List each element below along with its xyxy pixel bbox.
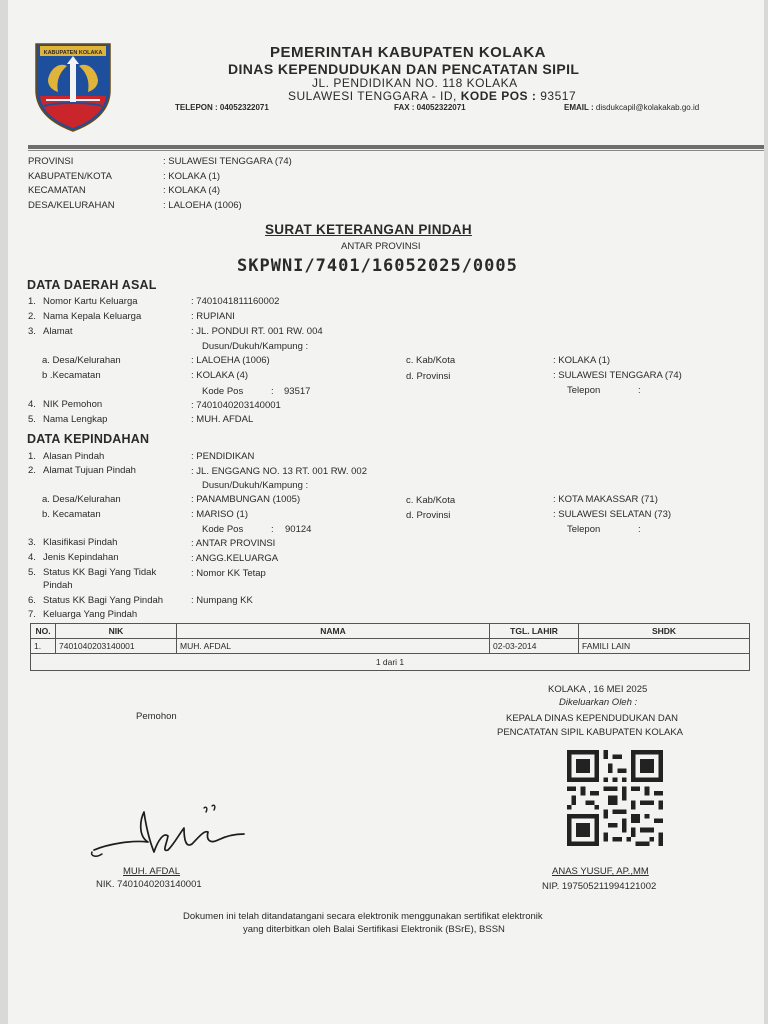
asal-kodepos-sep: :	[271, 386, 274, 397]
region-value-kabupaten: : KOLAKA (1)	[163, 171, 221, 182]
asal-value-nik: : 7401040203140001	[191, 400, 281, 411]
pindah-no-7: 7.	[28, 609, 36, 620]
header-postal-code: 93517	[540, 89, 577, 103]
official-name: ANAS YUSUF, AP.,MM	[552, 866, 649, 877]
qr-code-image	[562, 750, 668, 846]
pindah-kodepos-label: Kode Pos	[202, 524, 244, 535]
asal-prov-label: d. Provinsi	[406, 371, 451, 382]
telepon-text: TELEPON : 04052322071	[175, 103, 269, 112]
asal-kodepos-value: 93517	[284, 386, 311, 397]
pindah-no-1: 1.	[28, 451, 36, 462]
email-value: disdukcapil@kolakakab.go.id	[595, 103, 700, 112]
cell-no: 1.	[31, 639, 56, 654]
asal-kodepos-label: Kode Pos	[202, 386, 244, 397]
family-members-table	[30, 623, 750, 671]
asal-prov-value: : SULAWESI TENGGARA (74)	[553, 370, 682, 381]
pindah-value-status-pindah: : Numpang KK	[191, 595, 253, 606]
region-value-desa: : LALOEHA (1006)	[163, 200, 242, 211]
asal-label-kepala: Nama Kepala Keluarga	[43, 311, 142, 322]
pindah-label-jenis: Jenis Kepindahan	[43, 552, 119, 563]
pindah-no-3: 3.	[28, 537, 36, 548]
asal-telepon-sep: :	[638, 385, 641, 396]
pindah-kodepos-value: 90124	[285, 524, 312, 535]
asal-value-kepala: : RUPIANI	[191, 311, 235, 322]
col-header-tgl: TGL. LAHIR	[490, 624, 579, 639]
office-line-2: PENCATATAN SIPIL KABUPATEN KOLAKA	[497, 727, 684, 738]
cell-nik: 7401040203140001	[56, 639, 177, 654]
pindah-no-5: 5.	[28, 567, 36, 578]
cell-shdk: FAMILI LAIN	[579, 639, 750, 654]
asal-value-alamat: : JL. PONDUI RT. 001 RW. 004	[191, 326, 323, 337]
asal-kab-value: : KOLAKA (1)	[553, 355, 611, 366]
pindah-value-status-tidak: : Nomor KK Tetap	[191, 568, 266, 579]
asal-label-nama: Nama Lengkap	[43, 414, 108, 425]
header-department: DINAS KEPENDUDUKAN DAN PENCATATAN SIPIL	[228, 61, 580, 77]
footer-note-line-1: Dokumen ini telah ditandatangani secara elektronik menggunakan sertifikat elektronik	[183, 911, 543, 922]
asal-kab-label: c. Kab/Kota	[406, 355, 456, 366]
pindah-value-alamat: : JL. ENGGANG NO. 13 RT. 001 RW. 002	[191, 466, 367, 477]
asal-label-alamat: Alamat	[43, 326, 73, 337]
asal-kec-value: : KOLAKA (4)	[191, 370, 249, 381]
asal-no-5: 5.	[28, 414, 36, 425]
pindah-kab-label: c. Kab/Kota	[406, 495, 456, 506]
header-telepon	[175, 103, 269, 112]
asal-no-3: 3.	[28, 326, 36, 337]
col-header-nama: NAMA	[177, 624, 490, 639]
pindah-kec-value: : MARISO (1)	[191, 509, 249, 520]
asal-value-kk: : 7401041811160002	[191, 296, 280, 307]
region-label-desa: DESA/KELURAHAN	[28, 200, 115, 211]
header-postal	[288, 89, 576, 103]
pindah-label-alasan: Alasan Pindah	[43, 451, 105, 462]
asal-desa-value: : LALOEHA (1006)	[191, 355, 270, 366]
pindah-label-status-tidak-2: Pindah	[43, 580, 73, 591]
document-number: SKPWNI/7401/16052025/0005	[237, 256, 518, 276]
document-subtitle: ANTAR PROVINSI	[341, 241, 421, 252]
issued-by-label: Dikeluarkan Oleh :	[559, 697, 638, 708]
header-postal-label: KODE POS :	[460, 89, 537, 103]
asal-kec-label: b .Kecamatan	[42, 370, 101, 381]
pindah-label-status-tidak: Status KK Bagi Yang Tidak	[43, 567, 157, 578]
pemohon-name: MUH. AFDAL	[123, 866, 181, 877]
pindah-telepon-sep: :	[638, 524, 641, 535]
pindah-desa-value: : PANAMBUNGAN (1005)	[191, 494, 301, 505]
pindah-kab-value: : KOTA MAKASSAR (71)	[553, 494, 658, 505]
document-title: SURAT KETERANGAN PINDAH	[265, 222, 472, 237]
region-label-kabupaten: KABUPATEN/KOTA	[28, 171, 112, 182]
table-pager: 1 dari 1	[31, 654, 750, 671]
asal-no-4: 4.	[28, 399, 36, 410]
region-label-kecamatan: KECAMATAN	[28, 185, 86, 196]
logo-banner-text: KABUPATEN KOLAKA	[43, 50, 103, 56]
table-pager-row	[31, 654, 750, 671]
asal-no-1: 1.	[28, 296, 36, 307]
header-divider-thin	[28, 150, 764, 151]
pindah-label-klasifikasi: Klasifikasi Pindah	[43, 537, 118, 548]
asal-value-nama: : MUH. AFDAL	[191, 414, 254, 425]
cell-tgl: 02-03-2014	[490, 639, 579, 654]
footer-note-line-2: yang diterbitkan oleh Balai Sertifikasi Elektronik (BSrE), BSSN	[243, 924, 505, 935]
document-page	[8, 0, 764, 1024]
pindah-no-6: 6.	[28, 595, 36, 606]
asal-no-2: 2.	[28, 311, 36, 322]
pindah-no-2: 2.	[28, 465, 36, 476]
official-nip: NIP. 197505211994121002	[542, 881, 657, 892]
col-header-no: NO.	[31, 624, 56, 639]
pindah-value-jenis: : ANGG.KELUARGA	[191, 553, 279, 564]
pindah-value-alasan: : PENDIDIKAN	[191, 451, 255, 462]
pindah-kec-label: b. Kecamatan	[42, 509, 101, 520]
pemohon-nik: NIK. 7401040203140001	[96, 879, 202, 890]
pindah-label-status-pindah: Status KK Bagi Yang Pindah	[43, 595, 164, 606]
pindah-desa-label: a. Desa/Kelurahan	[42, 494, 121, 505]
header-postal-prefix: SULAWESI TENGGARA - ID,	[288, 89, 457, 103]
asal-label-nik: NIK Pemohon	[43, 399, 103, 410]
asal-label-kk: Nomor Kartu Keluarga	[43, 296, 138, 307]
pindah-no-4: 4.	[28, 552, 36, 563]
pindah-prov-label: d. Provinsi	[406, 510, 451, 521]
section-heading-kepindahan: DATA KEPINDAHAN	[27, 432, 150, 446]
asal-dusun-label: Dusun/Dukuh/Kampung :	[202, 341, 309, 352]
section-heading-asal: DATA DAERAH ASAL	[27, 278, 157, 292]
table-row	[31, 639, 750, 654]
pemohon-label: Pemohon	[136, 711, 177, 722]
email-label: EMAIL :	[564, 103, 594, 112]
col-header-shdk: SHDK	[579, 624, 750, 639]
region-value-kecamatan: : KOLAKA (4)	[163, 185, 221, 196]
pemohon-signature	[88, 800, 248, 870]
pindah-label-alamat: Alamat Tujuan Pindah	[43, 465, 136, 476]
office-line-1: KEPALA DINAS KEPENDUDUKAN DAN	[506, 713, 678, 724]
header-government: PEMERINTAH KABUPATEN KOLAKA	[270, 44, 546, 61]
cell-nama: MUH. AFDAL	[177, 639, 490, 654]
col-header-nik: NIK	[56, 624, 177, 639]
pindah-kodepos-sep: :	[271, 524, 274, 535]
asal-telepon-label: Telepon	[567, 385, 601, 396]
pindah-prov-value: : SULAWESI SELATAN (73)	[553, 509, 672, 520]
pindah-telepon-label: Telepon	[567, 524, 601, 535]
region-value-provinsi: : SULAWESI TENGGARA (74)	[163, 156, 292, 167]
header-email	[564, 103, 699, 112]
asal-desa-label: a. Desa/Kelurahan	[42, 355, 121, 366]
issue-date: KOLAKA , 16 MEI 2025	[548, 684, 648, 695]
pindah-value-klasifikasi: : ANTAR PROVINSI	[191, 538, 276, 549]
header-address: JL. PENDIDIKAN NO. 118 KOLAKA	[312, 76, 518, 90]
kolaka-regency-logo	[34, 40, 112, 132]
fax-text: FAX : 04052322071	[394, 103, 466, 112]
region-label-provinsi: PROVINSI	[28, 156, 74, 167]
table-header-row	[31, 624, 750, 639]
header-divider-thick	[28, 145, 764, 149]
header-fax	[394, 103, 466, 112]
pindah-label-keluarga: Keluarga Yang Pindah	[43, 609, 138, 620]
pindah-dusun-label: Dusun/Dukuh/Kampung :	[202, 480, 309, 491]
